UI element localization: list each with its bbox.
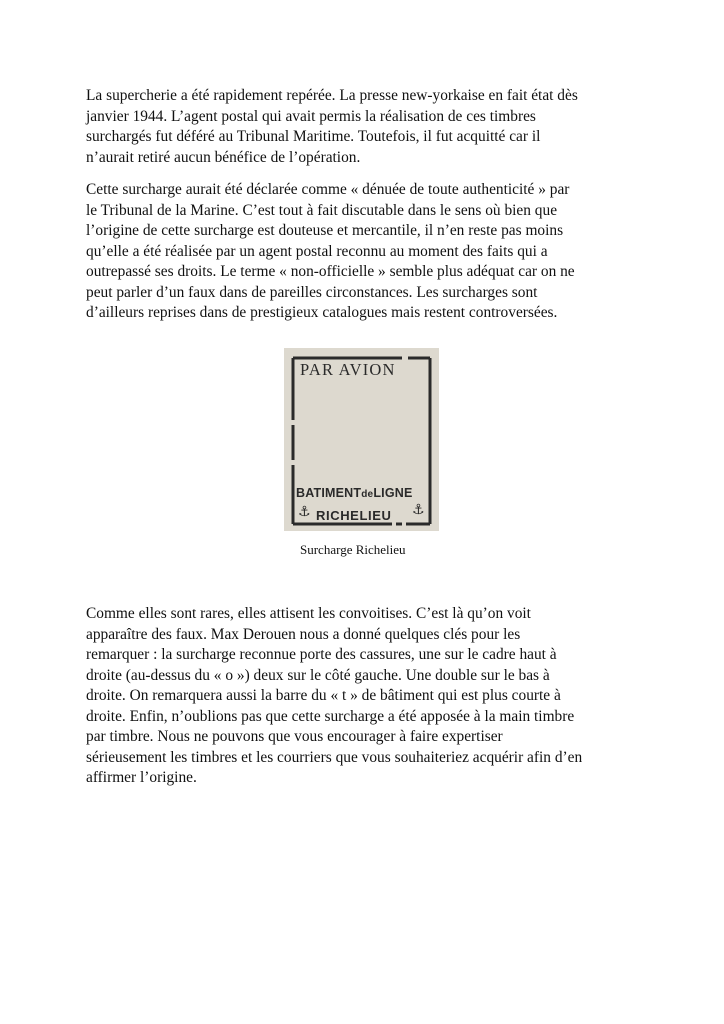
paragraph-2	[86, 180, 646, 324]
paragraph-line: La supercherie a été rapidement repérée. La presse new-yorkaise en fait état dès	[86, 87, 578, 104]
stamp-image	[284, 348, 439, 531]
paragraph-3	[86, 604, 646, 789]
stamp-word-ligne: LIGNE	[373, 486, 413, 500]
stamp-ship-line	[296, 486, 413, 500]
stamp-top-text: PAR AVION	[300, 360, 396, 379]
paragraph-line: outrepassé ses droits. Le terme « non-officielle » semble plus adéquat car on ne	[86, 263, 575, 280]
paragraph-line: peut parler d’un faux dans de pareilles circonstances. Les surcharges sont	[86, 283, 538, 301]
stamp-word-de: de	[361, 489, 374, 500]
paragraph-line: apparaître des faux. Max Derouen nous a donné quelques clés pour les	[86, 625, 521, 643]
paragraph-line: affirmer l’origine.	[86, 769, 197, 786]
paragraph-line: droite. On remarquera aussi la barre du « t » de bâtiment qui est plus courte à	[86, 687, 561, 704]
paragraph-line: droite. Enfin, n’oublions pas que cette surcharge a été apposée à la main timbre	[86, 707, 575, 725]
paragraph-line: qu’elle a été réalisée par un agent postal reconnu au moment des faits qui a	[86, 242, 548, 260]
paragraph-line: Comme elles sont rares, elles attisent les convoitises. C’est là qu’on voit	[86, 605, 531, 622]
paragraph-line: surchargés fut déféré au Tribunal Maritime. Toutefois, il fut acquitté car il	[86, 128, 541, 145]
paragraph-line: remarquer : la surcharge reconnue porte des cassures, une sur le cadre haut à	[86, 646, 557, 663]
paragraph-line: Cette surcharge aurait été déclarée comme « dénuée de toute authenticité » par	[86, 181, 570, 198]
stamp-word-batiment: BATIMENT	[296, 486, 362, 500]
paragraph-line: janvier 1944. L’agent postal qui avait permis la réalisation de ces timbres	[86, 107, 536, 125]
paragraph-line: l’origine de cette surcharge est douteuse et mercantile, il n’en reste pas moins	[86, 222, 564, 239]
anchor-icon: ⚓	[298, 504, 311, 520]
paragraph-line: droite (au-dessus du « o ») deux sur le côté gauche. Une double sur le bas à	[86, 666, 550, 684]
paragraph-line: par timbre. Nous ne pouvons que vous encourager à faire expertiser	[86, 728, 503, 745]
paragraph-line: d’ailleurs reprises dans de prestigieux catalogues mais restent controversées.	[86, 304, 558, 321]
paragraph-line: sérieusement les timbres et les courriers que vous souhaiteriez acquérir afin d’en	[86, 748, 583, 766]
anchor-icon: ⚓	[412, 502, 425, 518]
image-caption: Surcharge Richelieu	[300, 542, 406, 557]
paragraph-1	[86, 86, 646, 168]
paragraph-line: n’aurait retiré aucun bénéfice de l’opération.	[86, 148, 361, 166]
paragraph-line: le Tribunal de la Marine. C’est tout à fait discutable dans le sens où bien que	[86, 201, 558, 219]
stamp-ship-name: RICHELIEU	[316, 508, 392, 523]
